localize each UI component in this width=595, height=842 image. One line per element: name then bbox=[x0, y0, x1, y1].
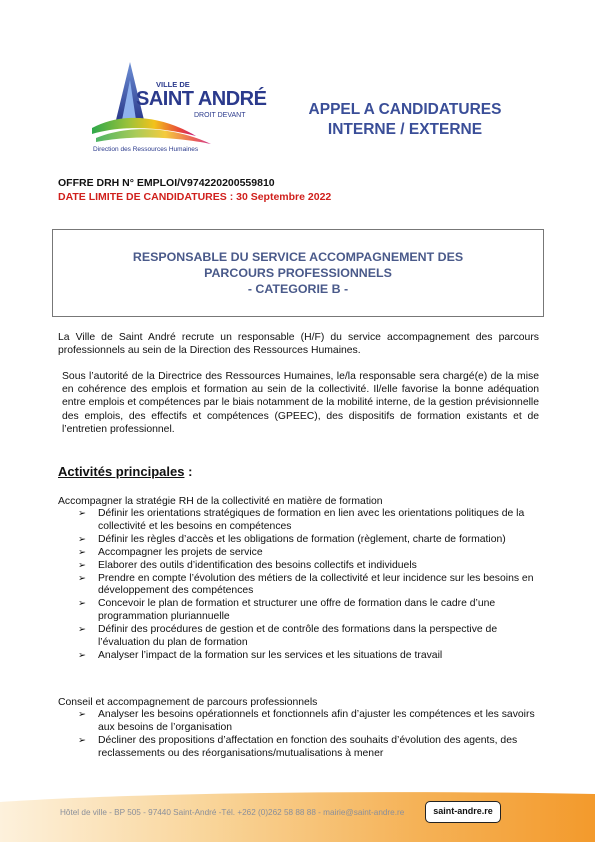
parcours-activities-list bbox=[78, 709, 540, 761]
list-item: ➢ Accompagner les projets de service bbox=[78, 546, 263, 558]
list-item: ➢ Concevoir le plan de formation et structurer une offre de formation dans le cadre d’une programmation pluriannuelle bbox=[78, 598, 496, 623]
arrow-bullet-icon: ➢ bbox=[78, 624, 86, 636]
description-paragraph: Sous l’autorité de la Directrice des Ressources Humaines, le/la responsable sera chargé(e) de la mise en cohérence des emplois et formation au sein de la collectivité. Il/elle favorise la bonne adéquation entre emplois et compétences par le biais notamment de la mobilité interne, de la gestion prévisionnelle des emplois, des effectifs et compétences (GPEEC), des dispositifs de formation existants et de l’entretien professionnel. bbox=[62, 371, 539, 435]
list-item: ➢ Décliner des propositions d’affectation en fonction des souhaits d’évolution des agents, des reclassements ou des réorganisations/mutualisations à mener bbox=[78, 734, 518, 759]
list-item: ➢ Prendre en compte l’évolution des métiers de la collectivité et leur incidence sur les besoins en développement des compétences bbox=[78, 572, 534, 597]
offer-info bbox=[58, 177, 331, 204]
logo-ville-text: VILLE DE bbox=[156, 80, 190, 89]
arrow-bullet-icon: ➢ bbox=[78, 533, 86, 545]
activities-heading bbox=[58, 464, 192, 479]
arrow-bullet-icon: ➢ bbox=[78, 572, 86, 584]
list-item: ➢ Définir les orientations stratégiques de formation en lien avec les orientations politiques de la collectivité et les besoins en compétences bbox=[78, 508, 525, 532]
arrow-bullet-icon: ➢ bbox=[78, 508, 86, 519]
city-logo bbox=[86, 58, 276, 160]
intro-paragraph: La Ville de Saint André recrute un responsable (H/F) du service accompagnement des parcours professionnels au sein de la Direction des Ressources Humaines. bbox=[58, 332, 539, 357]
logo-tagline: DROIT DEVANT bbox=[194, 112, 246, 119]
footer-address: Hôtel de ville - BP 505 - 97440 Saint-André -Tél. +262 (0)262 58 88 88 - mairie@saint-andre.re bbox=[60, 808, 405, 817]
section-title-formation: Accompagner la stratégie RH de la collectivité en matière de formation bbox=[58, 496, 383, 507]
arrow-bullet-icon: ➢ bbox=[78, 546, 86, 558]
arrow-bullet-icon: ➢ bbox=[78, 649, 86, 661]
website-link[interactable]: saint-andre.re bbox=[425, 801, 501, 823]
logo-department: Direction des Ressources Humaines bbox=[93, 146, 199, 153]
section-title-parcours: Conseil et accompagnement de parcours professionnels bbox=[58, 697, 318, 708]
list-item: ➢ Définir des procédures de gestion et de contrôle des formations dans la perspective de l’évaluation du plan de formation bbox=[78, 624, 498, 649]
arrow-bullet-icon: ➢ bbox=[78, 559, 86, 571]
activities-heading-colon: : bbox=[184, 464, 193, 479]
arrow-bullet-icon: ➢ bbox=[78, 734, 86, 746]
arrow-bullet-icon: ➢ bbox=[78, 709, 86, 720]
page-footer bbox=[0, 790, 595, 842]
formation-activities-list bbox=[78, 508, 540, 663]
activities-heading-text: Activités principales bbox=[58, 464, 185, 479]
logo-city-name: SAINT ANDRÉ bbox=[136, 88, 267, 110]
job-title-line-2: PARCOURS PROFESSIONNELS bbox=[204, 266, 392, 280]
heading-line-1: APPEL A CANDIDATURES bbox=[308, 101, 502, 118]
job-title-box bbox=[52, 229, 544, 317]
list-item: ➢ Elaborer des outils d’identification des besoins collectifs et individuels bbox=[78, 559, 417, 571]
job-category: - CATEGORIE B - bbox=[247, 282, 349, 296]
list-item: ➢ Analyser l’impact de la formation sur les services et les situations de travail bbox=[78, 649, 443, 661]
heading-line-2: INTERNE / EXTERNE bbox=[327, 121, 483, 138]
list-item: ➢ Analyser les besoins opérationnels et fonctionnels afin d’ajuster les compétences et les savoirs aux besoins de l’organisation bbox=[78, 709, 535, 733]
job-title-line-1: RESPONSABLE DU SERVICE ACCOMPAGNEMENT DES bbox=[132, 250, 464, 264]
document-heading bbox=[290, 100, 520, 140]
arrow-bullet-icon: ➢ bbox=[78, 598, 86, 610]
job-title bbox=[53, 249, 543, 297]
application-deadline: DATE LIMITE DE CANDIDATURES : 30 Septembre 2022 bbox=[58, 190, 332, 203]
offer-reference: OFFRE DRH N° EMPLOI/V974220200559810 bbox=[58, 177, 275, 189]
list-item: ➢ Définir les règles d’accès et les obligations de formation (règlement, charte de formation) bbox=[78, 533, 506, 545]
